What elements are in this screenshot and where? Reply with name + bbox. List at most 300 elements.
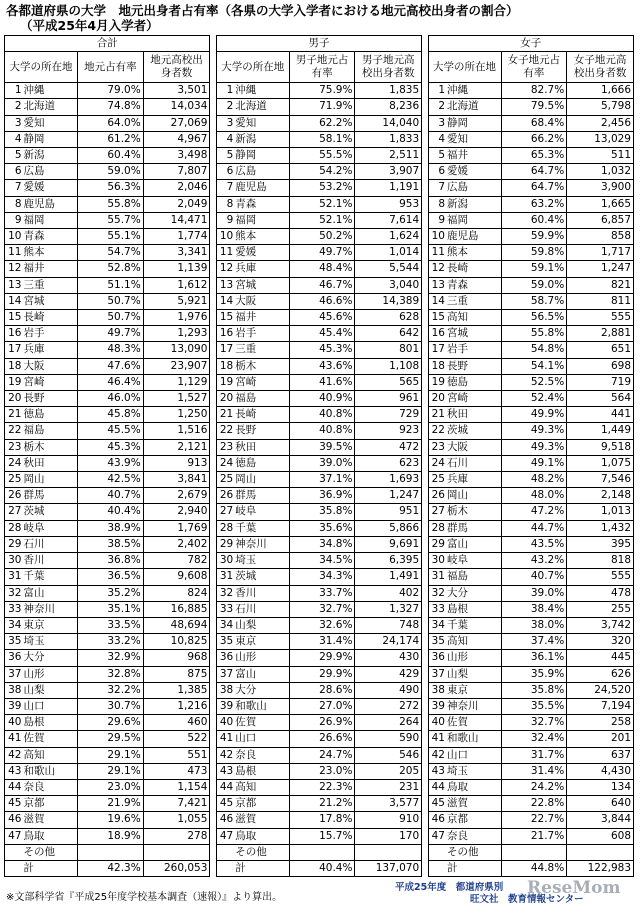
count-cell: 2,148: [567, 488, 634, 504]
group-label-female: 女子: [428, 36, 634, 52]
header-location: 大学の所在地: [5, 52, 78, 83]
rate-cell: 24.2%: [501, 779, 567, 795]
prefecture-cell: 福島: [446, 569, 501, 585]
rate-cell: 51.1%: [78, 277, 144, 293]
prefecture-cell: 群馬: [446, 520, 501, 536]
rate-cell: 66.2%: [501, 131, 567, 147]
rate-cell: 46.4%: [78, 374, 144, 390]
rank-cell: 14: [428, 293, 446, 309]
rate-cell: 27.0%: [289, 698, 355, 714]
count-cell: 395: [567, 536, 634, 552]
rank-cell: 34: [216, 617, 234, 633]
prefecture-cell: 沖縄: [446, 83, 501, 99]
prefecture-cell: 奈良: [23, 779, 78, 795]
rank-cell: 24: [216, 455, 234, 471]
count-cell: 3,841: [143, 472, 210, 488]
count-cell: 472: [355, 439, 422, 455]
count-cell: 1,976: [143, 310, 210, 326]
prefecture-cell: 福岡: [234, 212, 289, 228]
rank-cell: 3: [5, 115, 23, 131]
count-cell: 968: [143, 650, 210, 666]
rate-cell: 52.4%: [501, 391, 567, 407]
rank-cell: 16: [216, 326, 234, 342]
count-cell: 818: [567, 553, 634, 569]
rank-cell: 41: [428, 731, 446, 747]
rank-cell: 31: [216, 569, 234, 585]
rank-cell: 32: [216, 585, 234, 601]
rate-cell: 32.2%: [78, 682, 144, 698]
prefecture-cell: 山梨: [23, 682, 78, 698]
table-row: [5, 520, 634, 536]
prefecture-cell: 埼玉: [446, 763, 501, 779]
count-cell: 951: [355, 504, 422, 520]
rate-cell: 58.1%: [289, 131, 355, 147]
rate-cell: 44.7%: [501, 520, 567, 536]
rank-cell: 38: [428, 682, 446, 698]
prefecture-cell: 佐賀: [234, 715, 289, 731]
rate-cell: 15.7%: [289, 828, 355, 844]
rate-cell: 23.0%: [78, 779, 144, 795]
count-cell: 623: [355, 455, 422, 471]
rate-cell: 55.8%: [501, 326, 567, 342]
prefecture-cell: 愛媛: [234, 245, 289, 261]
table-row: [5, 504, 634, 520]
prefecture-cell: 京都: [446, 812, 501, 828]
rank-cell: 33: [5, 601, 23, 617]
rate-cell: 43.6%: [289, 358, 355, 374]
rank-cell: 3: [428, 115, 446, 131]
rank-cell: 26: [216, 488, 234, 504]
watermark-logo: ReseMom: [527, 878, 621, 898]
prefecture-cell: 鳥取: [234, 828, 289, 844]
rate-cell: 43.9%: [78, 455, 144, 471]
count-cell: 1,216: [143, 698, 210, 714]
prefecture-cell: 山形: [446, 650, 501, 666]
count-cell: 875: [143, 666, 210, 682]
rank-cell: 13: [428, 277, 446, 293]
count-cell: 913: [143, 455, 210, 471]
header-count: 地元高校出身者数: [143, 52, 210, 83]
rate-cell: 36.8%: [78, 553, 144, 569]
rank-cell: 8: [216, 196, 234, 212]
prefecture-cell: 石川: [234, 601, 289, 617]
header-count: 女子地元高校出身者数: [567, 52, 634, 83]
count-cell: 1,129: [143, 374, 210, 390]
rank-cell: 12: [428, 261, 446, 277]
prefecture-cell: 富山: [446, 536, 501, 552]
rank-cell: 46: [428, 812, 446, 828]
source-note: ※文部科学省『平成25年度学校基本調査（速報）』より算出。: [6, 892, 283, 903]
rank-cell: 14: [5, 293, 23, 309]
table-row: [5, 455, 634, 471]
table-row: [5, 115, 634, 131]
prefecture-cell: 岡山: [446, 488, 501, 504]
rate-cell: 29.6%: [78, 715, 144, 731]
rate-cell: 29.1%: [78, 747, 144, 763]
prefecture-cell: 島根: [446, 601, 501, 617]
rate-cell: 50.7%: [78, 293, 144, 309]
prefecture-cell: 三重: [446, 293, 501, 309]
rate-cell: 54.1%: [501, 358, 567, 374]
page-subtitle: （平成25年4月入学者）: [20, 18, 159, 33]
prefecture-cell: 静岡: [23, 131, 78, 147]
prefecture-cell: 熊本: [234, 229, 289, 245]
count-cell: 858: [567, 229, 634, 245]
rate-cell: 75.9%: [289, 83, 355, 99]
rank-cell: 25: [428, 472, 446, 488]
prefecture-cell: 大阪: [446, 439, 501, 455]
table-row: [5, 83, 634, 99]
rate-cell: 58.7%: [501, 293, 567, 309]
rank-cell: 43: [428, 763, 446, 779]
rate-cell: 38.4%: [501, 601, 567, 617]
count-cell: 782: [143, 553, 210, 569]
table-row: [5, 326, 634, 342]
prefecture-cell: 栃木: [234, 358, 289, 374]
rate-cell: 43.5%: [501, 536, 567, 552]
count-cell: 640: [567, 796, 634, 812]
count-cell: 2,679: [143, 488, 210, 504]
group-header-row: [5, 36, 634, 52]
count-cell: 651: [567, 342, 634, 358]
count-cell: 729: [355, 407, 422, 423]
rank-cell: 1: [5, 83, 23, 99]
count-cell: 134: [567, 779, 634, 795]
rate-cell: 42.5%: [78, 472, 144, 488]
table-row: [5, 196, 634, 212]
prefecture-cell: 佐賀: [446, 715, 501, 731]
rate-cell: 50.2%: [289, 229, 355, 245]
rank-cell: 41: [216, 731, 234, 747]
rate-cell: 65.3%: [501, 148, 567, 164]
count-cell: 430: [355, 650, 422, 666]
rate-cell: 40.4%: [78, 504, 144, 520]
rank-cell: 28: [5, 520, 23, 536]
count-cell: 13,090: [143, 342, 210, 358]
table-row: [5, 617, 634, 633]
count-cell: 201: [567, 731, 634, 747]
rank-cell: 24: [428, 455, 446, 471]
prefecture-cell: 大阪: [23, 358, 78, 374]
rank-cell: 5: [428, 148, 446, 164]
rate-cell: 39.0%: [289, 455, 355, 471]
count-cell: 719: [567, 374, 634, 390]
table-row: [5, 634, 634, 650]
count-cell: 555: [567, 310, 634, 326]
rate-cell: 79.0%: [78, 83, 144, 99]
prefecture-cell: 岐阜: [23, 520, 78, 536]
occupancy-table: [4, 35, 634, 877]
rank-cell: 28: [428, 520, 446, 536]
prefecture-cell: 千葉: [23, 569, 78, 585]
rank-cell: 10: [428, 229, 446, 245]
rank-cell: 18: [5, 358, 23, 374]
prefecture-cell: 鳥取: [446, 779, 501, 795]
count-cell: 3,040: [355, 277, 422, 293]
rank-cell: 7: [216, 180, 234, 196]
rank-cell: 44: [216, 779, 234, 795]
rate-cell: 35.1%: [78, 601, 144, 617]
count-cell: 7,614: [355, 212, 422, 228]
rate-cell: 40.7%: [501, 569, 567, 585]
rate-cell: 26.6%: [289, 731, 355, 747]
table-row: [5, 796, 634, 812]
rate-cell: 33.7%: [289, 585, 355, 601]
rate-cell: 64.7%: [501, 164, 567, 180]
count-cell: 1,835: [355, 83, 422, 99]
count-cell: 564: [567, 391, 634, 407]
rank-cell: 47: [428, 828, 446, 844]
prefecture-cell: 千葉: [234, 520, 289, 536]
rate-cell: 35.8%: [289, 504, 355, 520]
count-cell: 2,456: [567, 115, 634, 131]
rank-cell: 4: [216, 131, 234, 147]
table-row: [5, 536, 634, 552]
prefecture-cell: 埼玉: [23, 634, 78, 650]
rank-cell: 2: [5, 99, 23, 115]
rank-cell: 16: [428, 326, 446, 342]
rank-cell: 9: [5, 212, 23, 228]
rank-cell: 17: [216, 342, 234, 358]
rank-cell: 11: [428, 245, 446, 261]
rank-cell: 21: [428, 407, 446, 423]
rank-cell: [216, 844, 234, 860]
rate-cell: 49.1%: [501, 455, 567, 471]
prefecture-cell: 神奈川: [234, 536, 289, 552]
rate-cell: 48.2%: [501, 472, 567, 488]
rank-cell: 7: [428, 180, 446, 196]
rank-cell: 47: [5, 828, 23, 844]
prefecture-cell: 高知: [23, 747, 78, 763]
prefecture-cell: 富山: [23, 585, 78, 601]
prefecture-cell: 沖縄: [234, 83, 289, 99]
rate-cell: 53.2%: [289, 180, 355, 196]
rank-cell: 26: [5, 488, 23, 504]
rank-cell: 33: [216, 601, 234, 617]
rate-cell: 36.5%: [78, 569, 144, 585]
prefecture-cell: 奈良: [234, 747, 289, 763]
count-cell: 748: [355, 617, 422, 633]
page-title: 各都道府県の大学 地元出身者占有率（各県の大学入学者における地元高校出身者の割合）: [6, 3, 519, 18]
rank-cell: 17: [5, 342, 23, 358]
rate-cell: 35.5%: [501, 698, 567, 714]
table-row: [5, 277, 634, 293]
table-row: [5, 488, 634, 504]
count-cell: 170: [355, 828, 422, 844]
rate-cell: 22.3%: [289, 779, 355, 795]
prefecture-cell: 岐阜: [234, 504, 289, 520]
prefecture-cell: 山口: [23, 698, 78, 714]
group-label-total: 合計: [5, 36, 210, 52]
count-cell: 923: [355, 423, 422, 439]
count-cell: 628: [355, 310, 422, 326]
prefecture-cell: 新潟: [446, 196, 501, 212]
rank-cell: 20: [216, 391, 234, 407]
rank-cell: 44: [428, 779, 446, 795]
rate-cell: 55.5%: [289, 148, 355, 164]
count-cell: 320: [567, 634, 634, 650]
credit-line-1: 平成25年度 都道府県別: [395, 882, 504, 893]
rank-cell: 22: [428, 423, 446, 439]
rate-cell: 59.0%: [78, 164, 144, 180]
count-cell: 2,046: [143, 180, 210, 196]
rate-cell: 64.0%: [78, 115, 144, 131]
prefecture-cell: 長野: [234, 423, 289, 439]
rate-cell: 31.4%: [289, 634, 355, 650]
rate-cell: [501, 844, 567, 860]
rate-cell: 48.0%: [501, 488, 567, 504]
count-cell: 910: [355, 812, 422, 828]
count-cell: 824: [143, 585, 210, 601]
prefecture-cell: 栃木: [446, 504, 501, 520]
count-cell: 3,501: [143, 83, 210, 99]
rate-cell: 79.5%: [501, 99, 567, 115]
prefecture-cell: 島根: [234, 763, 289, 779]
rank-cell: 43: [5, 763, 23, 779]
prefecture-cell: 北海道: [446, 99, 501, 115]
rank-cell: 30: [5, 553, 23, 569]
rank-cell: 22: [5, 423, 23, 439]
table-row: [5, 229, 634, 245]
table-row: [5, 747, 634, 763]
rate-cell: 40.4%: [289, 860, 355, 876]
count-cell: 2,511: [355, 148, 422, 164]
count-cell: 3,498: [143, 148, 210, 164]
rate-cell: 49.3%: [501, 423, 567, 439]
rank-cell: 37: [428, 666, 446, 682]
rank-cell: [428, 860, 446, 876]
count-cell: 3,907: [355, 164, 422, 180]
prefecture-cell: 山形: [23, 666, 78, 682]
rate-cell: 45.3%: [289, 342, 355, 358]
prefecture-cell: 熊本: [446, 245, 501, 261]
table-row: [5, 812, 634, 828]
rate-cell: 17.8%: [289, 812, 355, 828]
prefecture-cell: 秋田: [23, 455, 78, 471]
rank-cell: 27: [5, 504, 23, 520]
count-cell: 7,194: [567, 698, 634, 714]
count-cell: 7,807: [143, 164, 210, 180]
rate-cell: 52.8%: [78, 261, 144, 277]
rank-cell: 34: [5, 617, 23, 633]
prefecture-cell: 岩手: [234, 326, 289, 342]
prefecture-cell: 新潟: [234, 131, 289, 147]
rate-cell: 31.7%: [501, 747, 567, 763]
prefecture-cell: 長崎: [446, 261, 501, 277]
rank-cell: 35: [216, 634, 234, 650]
table-row: [5, 682, 634, 698]
rank-cell: 38: [5, 682, 23, 698]
group-label-male: 男子: [216, 36, 421, 52]
rate-cell: 52.1%: [289, 196, 355, 212]
count-cell: 1,717: [567, 245, 634, 261]
rate-cell: 54.7%: [78, 245, 144, 261]
prefecture-cell: 茨城: [23, 504, 78, 520]
prefecture-cell: 石川: [23, 536, 78, 552]
count-cell: 811: [567, 293, 634, 309]
rate-cell: 52.1%: [289, 212, 355, 228]
rank-cell: 4: [428, 131, 446, 147]
rank-cell: 29: [5, 536, 23, 552]
header-count: 男子地元高校出身者数: [355, 52, 422, 83]
count-cell: 1,191: [355, 180, 422, 196]
table-wrapper: [4, 35, 634, 877]
count-cell: 1,108: [355, 358, 422, 374]
rate-cell: 46.6%: [289, 293, 355, 309]
rank-cell: 38: [216, 682, 234, 698]
rate-cell: 74.8%: [78, 99, 144, 115]
rate-cell: 36.9%: [289, 488, 355, 504]
prefecture-cell: 神奈川: [23, 601, 78, 617]
count-cell: 4,967: [143, 131, 210, 147]
rank-cell: 13: [5, 277, 23, 293]
prefecture-cell: 秋田: [446, 407, 501, 423]
rank-cell: 6: [216, 164, 234, 180]
table-row: [5, 131, 634, 147]
rank-cell: 20: [5, 391, 23, 407]
count-cell: 551: [143, 747, 210, 763]
prefecture-cell: 岩手: [446, 342, 501, 358]
rate-cell: 43.2%: [501, 553, 567, 569]
count-cell: 1,139: [143, 261, 210, 277]
table-row: [5, 779, 634, 795]
count-cell: 441: [567, 407, 634, 423]
count-cell: 1,385: [143, 682, 210, 698]
rate-cell: 64.7%: [501, 180, 567, 196]
rank-cell: 10: [5, 229, 23, 245]
rank-cell: 22: [216, 423, 234, 439]
rate-cell: 41.6%: [289, 374, 355, 390]
prefecture-cell: 千葉: [446, 617, 501, 633]
rank-cell: 11: [5, 245, 23, 261]
prefecture-cell: 徳島: [23, 407, 78, 423]
header-rate: 女子地元占有率: [501, 52, 567, 83]
table-row: [5, 293, 634, 309]
rate-cell: 30.7%: [78, 698, 144, 714]
count-cell: 258: [567, 715, 634, 731]
count-cell: 1,055: [143, 812, 210, 828]
count-cell: 3,341: [143, 245, 210, 261]
header-location: 大学の所在地: [216, 52, 289, 83]
prefecture-cell: 大分: [23, 650, 78, 666]
rate-cell: 35.8%: [501, 682, 567, 698]
rank-cell: 6: [5, 164, 23, 180]
rank-cell: 40: [5, 715, 23, 731]
rank-cell: 26: [428, 488, 446, 504]
prefecture-cell: 東京: [446, 682, 501, 698]
count-cell: 5,544: [355, 261, 422, 277]
rate-cell: 48.3%: [78, 342, 144, 358]
prefecture-cell: 岐阜: [446, 553, 501, 569]
prefecture-cell: 佐賀: [23, 731, 78, 747]
rate-cell: 32.7%: [289, 601, 355, 617]
rank-cell: 9: [216, 212, 234, 228]
rank-cell: 10: [216, 229, 234, 245]
rate-cell: 62.2%: [289, 115, 355, 131]
rate-cell: 26.9%: [289, 715, 355, 731]
rank-cell: 15: [5, 310, 23, 326]
prefecture-cell: 新潟: [23, 148, 78, 164]
table-row: [5, 245, 634, 261]
count-cell: 278: [143, 828, 210, 844]
rank-cell: 24: [5, 455, 23, 471]
prefecture-cell: 静岡: [446, 115, 501, 131]
rank-cell: 45: [428, 796, 446, 812]
rank-cell: 39: [216, 698, 234, 714]
rate-cell: 32.9%: [78, 650, 144, 666]
count-cell: 5,921: [143, 293, 210, 309]
table-row: [5, 212, 634, 228]
